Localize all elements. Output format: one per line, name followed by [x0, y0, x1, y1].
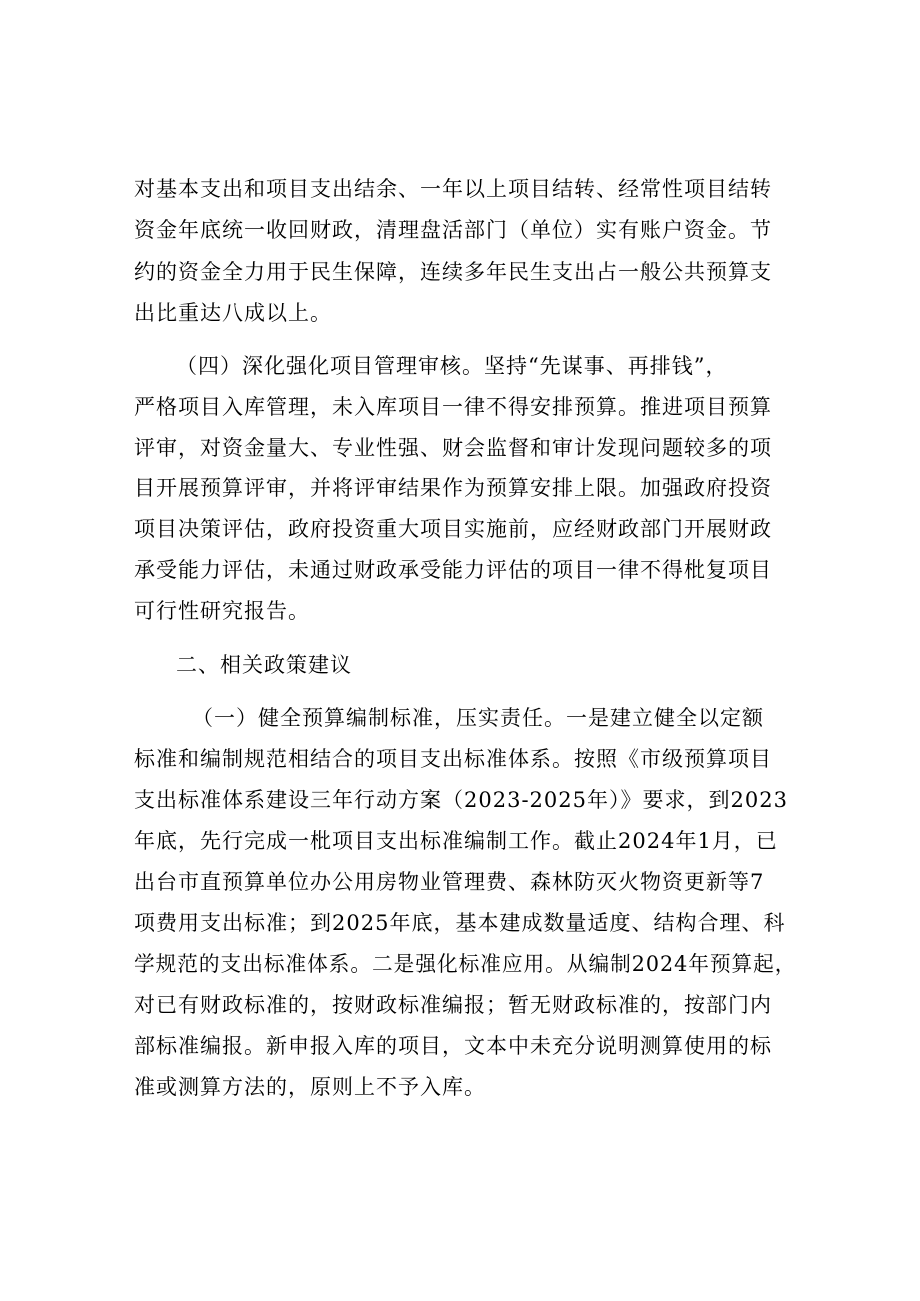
text-line: 严格项目入库管理，未入库项目一律不得安排预算。推进项目预算	[134, 395, 772, 419]
text-line: 承受能力评估，未通过财政承受能力评估的项目一律不得枇复项目	[134, 558, 772, 582]
text-line: 可行性研究报告。	[134, 599, 310, 623]
text-line: 支出标准体系建设三年行动方案（2023-2025年）》要求，到2023	[134, 788, 788, 812]
text-line: （一）健全预算编制标准，压实责任。一是建立健全以定额	[192, 706, 764, 730]
text-line: 准或测算方法的，原则上不予入库。	[134, 1075, 486, 1099]
text-line: 标准和编制规范相结合的项目支出标准体系。按照《市级预算项目	[134, 747, 772, 771]
text-line: 项费用支出标准；到2025年底，基本建成数量适度、结构合理、科	[134, 911, 786, 935]
text-line: 项目决策评估，政府投资重大项目实施前，应经财政部门开展财政	[134, 517, 772, 541]
text-line: 年底，先行完成一枇项目支出标准编制工作。截止2024年1月，已	[134, 829, 778, 853]
text-line: 约的资金全力用于民生保障，连续多年民生支出占一般公共预算支	[134, 260, 772, 284]
text-line: 目开展预算评审，并将评审结果作为预算安排上限。加强政府投资	[134, 476, 772, 500]
text-line: 学规范的支出标准体系。二是强化标准应用。从编制2024年预算起，	[134, 952, 797, 976]
text-line: 出台市直预算单位办公用房物业管理费、森林防灭火物资更新等7	[134, 870, 765, 894]
text-line: 对基本支出和项目支出结余、一年以上项目结转、经常性项目结转	[134, 177, 772, 201]
text-line: 评审，对资金量大、专业性强、财会监督和审计发现问题较多的项	[134, 436, 772, 460]
text-line: 对已有财政标准的，按财政标准编报；暂无财政标准的，按部门内	[134, 993, 772, 1017]
text-line: 资金年底统一收回财政，清理盘活部门（单位）实有账户资金。节	[134, 218, 772, 242]
text-line: 部标准编报。新申报入库的项目，文本中未充分说明测算使用的标	[134, 1034, 772, 1058]
text-line: 出比重达八成以上。	[134, 301, 332, 325]
text-line: （四）深化强化项目管理审核。坚持“先谋事、再排钱”，	[176, 354, 728, 378]
section-heading: 二、相关政策建议	[176, 653, 352, 677]
